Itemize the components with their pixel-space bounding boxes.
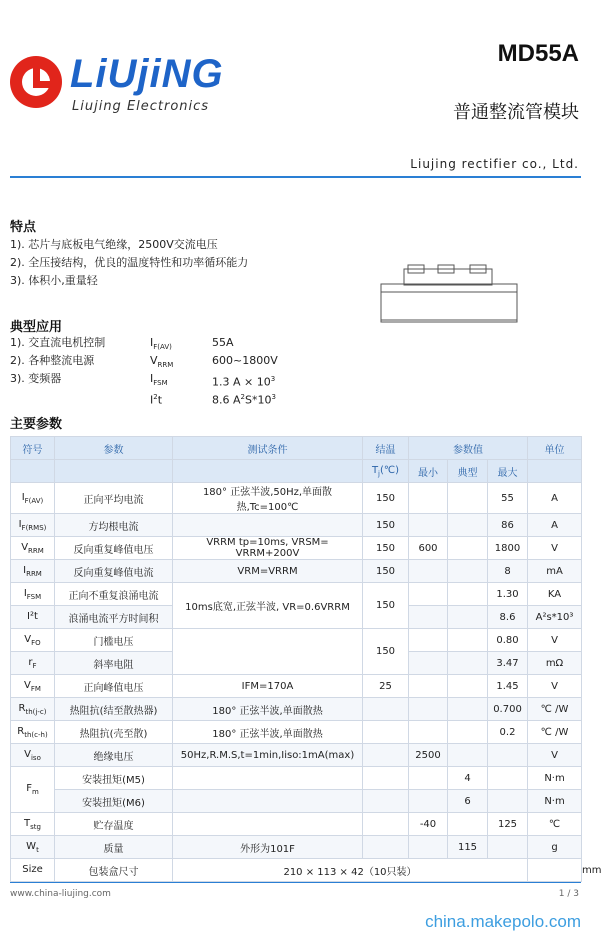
cell-param-name: 绝缘电压 [55, 744, 173, 767]
table-row [11, 767, 582, 790]
cell-tj: 25 [363, 675, 409, 698]
table-row [11, 813, 582, 836]
header-divider [10, 176, 581, 178]
cell-typ [448, 629, 488, 652]
cell-symbol: $V_{FO}$ [11, 629, 55, 652]
cell-min: -40 [409, 813, 448, 836]
cell-param-name: 反向重复峰值电流 [55, 560, 173, 583]
cell-param-name: 方均根电流 [55, 514, 173, 537]
table-row [11, 629, 582, 652]
cell-symbol: $T_{stg}$ [11, 813, 55, 836]
cell-typ [448, 483, 488, 514]
cell-tj [363, 721, 409, 744]
cell-max: 86 [488, 514, 528, 537]
company-name: Liujing rectifier co., Ltd. [410, 157, 579, 171]
cell-min [409, 606, 448, 629]
cell-tj [363, 767, 409, 790]
cell-typ [448, 744, 488, 767]
cell-param-name: 正向不重复浪涌电流 [55, 583, 173, 606]
cell-condition: 180° 正弦半波,单面散热 [173, 698, 363, 721]
col-header-values: 参数值 [409, 437, 528, 460]
cell-tj [363, 698, 409, 721]
cell-symbol: $R_{th(j-c)}$ [11, 698, 55, 721]
features-title: 特点 [10, 220, 37, 235]
feature-item: 2). 全压接结构，优良的温度特性和功率循环能力 [10, 256, 249, 269]
table-row [11, 483, 582, 514]
application-row [10, 352, 310, 370]
cell-param-name: 门槛电压 [55, 629, 173, 652]
table-row [11, 744, 582, 767]
cell-unit: V [528, 675, 582, 698]
footer-website[interactable]: www.china-liujing.com [10, 889, 111, 899]
cell-unit: KA [528, 583, 582, 606]
cell-symbol: $I_{FSM}$ [11, 583, 55, 606]
cell-typ: 4 [448, 767, 488, 790]
col-header-min: 最小 [409, 460, 448, 483]
rating-value: 1.3 $A \times 10^3$ [212, 375, 276, 389]
applications-title: 典型应用 [10, 320, 63, 335]
cell-symbol: $F_m$ [11, 767, 55, 813]
cell-param-name: 反向重复峰值电压 [55, 537, 173, 560]
table-row [11, 836, 582, 859]
cell-symbol: I²t [11, 606, 55, 629]
brand-logo-text: LiUjiNG [70, 52, 224, 96]
cell-condition [173, 813, 363, 836]
cell-unit: ℃ /W [528, 698, 582, 721]
cell-typ [448, 698, 488, 721]
cell-condition: IFM=170A [173, 675, 363, 698]
cell-symbol: $V_{RRM}$ [11, 537, 55, 560]
cell-param-name: 安装扭矩(M6) [55, 790, 173, 813]
rating-symbol: $I^2t$ [150, 393, 163, 407]
application-item: 2). 各种整流电源 [10, 354, 95, 367]
cell-tj: 150 [363, 537, 409, 560]
cell-unit: mΩ [528, 652, 582, 675]
cell-tj: 150 [363, 483, 409, 514]
parameters-table [10, 436, 602, 882]
cell-tj [363, 790, 409, 813]
cell-unit: g [528, 836, 582, 859]
cell-param-name: 浪涌电流平方时间积 [55, 606, 173, 629]
table-header-row [11, 437, 582, 460]
applications-list [10, 334, 310, 406]
cell-symbol: $I_{RRM}$ [11, 560, 55, 583]
cell-max: 3.47 [488, 652, 528, 675]
cell-condition: 10ms底宽,正弦半波, VR=0.6VRRM [173, 583, 363, 629]
cell-condition: 180° 正弦半波,50Hz,单面散热,Tc=100℃ [173, 483, 363, 514]
cell-typ [448, 583, 488, 606]
cell-max: 1800 [488, 537, 528, 560]
page-number: 1 / 3 [558, 889, 579, 899]
application-row [10, 334, 310, 352]
table-row [11, 790, 582, 813]
cell-max [488, 744, 528, 767]
col-header-tj: $T_j(℃)$ [363, 460, 409, 483]
cell-unit: N·m [528, 767, 582, 790]
cell-min [409, 629, 448, 652]
cell-min [409, 721, 448, 744]
cell-param-name: 热阻抗(结至散热器) [55, 698, 173, 721]
table-row [11, 560, 582, 583]
cell-min [409, 514, 448, 537]
cell-typ: 6 [448, 790, 488, 813]
cell-unit: V [528, 629, 582, 652]
cell-symbol: $V_{iso}$ [11, 744, 55, 767]
cell-max: 8 [488, 560, 528, 583]
cell-max: 0.2 [488, 721, 528, 744]
cell-tj [363, 813, 409, 836]
cell-typ [448, 514, 488, 537]
cell-min [409, 836, 448, 859]
cell-unit: A [528, 514, 582, 537]
logo-mark-bar-2 [33, 81, 53, 88]
table-row [11, 514, 582, 537]
cell-max [528, 859, 582, 882]
cell-max: 55 [488, 483, 528, 514]
cell-param-name: 贮存温度 [55, 813, 173, 836]
cell-max: 1.45 [488, 675, 528, 698]
cell-min [409, 698, 448, 721]
cell-unit: A²s*10³ [528, 606, 582, 629]
cell-condition: 外形为101F [173, 836, 363, 859]
table-row [11, 537, 582, 560]
cell-typ [448, 606, 488, 629]
cell-min [409, 675, 448, 698]
cell-condition: 180° 正弦半波,单面散热 [173, 721, 363, 744]
params-title: 主要参数 [10, 417, 63, 432]
col-header-symbol: 符号 [11, 437, 55, 460]
table-row: Size 包装盒尺寸 210 × 113 × 42（10只装） mm [11, 859, 582, 882]
col-header-junction: 结温 [363, 437, 409, 460]
cell-unit: N·m [528, 790, 582, 813]
col-header-condition: 测试条件 [173, 437, 363, 460]
cell-min [409, 790, 448, 813]
cell-condition: VRRM tp=10ms, VRSM= VRRM+200V [173, 537, 363, 560]
module-outline-drawing [380, 264, 520, 326]
cell-typ [448, 675, 488, 698]
cell-unit: V [528, 537, 582, 560]
cell-tj: 150 [363, 514, 409, 537]
rating-value: 8.6 $A^2S*10^3$ [212, 393, 276, 407]
cell-symbol: $R_{th(c-h)}$ [11, 721, 55, 744]
cell-max: 125 [488, 813, 528, 836]
watermark-text: china.makepolo.com [425, 912, 581, 931]
cell-param-name: 包装盒尺寸 [55, 859, 173, 882]
cell-unit: A [528, 483, 582, 514]
rating-symbol: $V_{RRM}$ [150, 354, 174, 370]
cell-typ [448, 537, 488, 560]
cell-symbol: $r_F$ [11, 652, 55, 675]
cell-tj [363, 744, 409, 767]
cell-symbol: $V_{FM}$ [11, 675, 55, 698]
cell-tj: 150 [363, 629, 409, 675]
cell-min [409, 483, 448, 514]
cell-tj: 150 [363, 583, 409, 629]
cell-typ [448, 813, 488, 836]
cell-symbol: $W_t$ [11, 836, 55, 859]
application-row [10, 370, 310, 388]
table-row [11, 583, 582, 606]
col-header-max: 最大 [488, 460, 528, 483]
cell-unit: V [528, 744, 582, 767]
cell-param-name: 质量 [55, 836, 173, 859]
table-row [11, 675, 582, 698]
cell-min [409, 560, 448, 583]
cell-min: 2500 [409, 744, 448, 767]
cell-condition [173, 629, 363, 675]
feature-item: 3). 体积小,重量轻 [10, 274, 98, 287]
cell-condition: 50Hz,R.M.S,t=1min,Iiso:1mA(max) [173, 744, 363, 767]
cell-condition: VRM=VRRM [173, 560, 363, 583]
cell-max [488, 790, 528, 813]
table-row [11, 698, 582, 721]
model-number: MD55A [497, 40, 579, 67]
cell-param-name: 安装扭矩(M5) [55, 767, 173, 790]
footer-divider [10, 882, 581, 883]
features-list [10, 236, 248, 290]
cell-tj [363, 836, 409, 859]
cell-typ [448, 652, 488, 675]
cell-symbol: Size [11, 859, 55, 882]
cell-tj: 150 [363, 560, 409, 583]
product-title: 普通整流管模块 [453, 102, 579, 123]
cell-min [409, 652, 448, 675]
cell-condition [173, 767, 363, 790]
cell-unit: mA [528, 560, 582, 583]
table-subheader-row [11, 460, 582, 483]
rating-value: 600~1800V [212, 354, 278, 367]
cell-min: 600 [409, 537, 448, 560]
cell-max: 1.30 [488, 583, 528, 606]
col-header-typ: 典型 [448, 460, 488, 483]
brand-subtitle: Liujing Electronics [72, 99, 210, 114]
cell-symbol: $I_{F(AV)}$ [11, 483, 55, 514]
col-header-param: 参数 [55, 437, 173, 460]
rating-value: 55A [212, 336, 234, 349]
cell-param-name: 热阻抗(壳至散) [55, 721, 173, 744]
cell-min [409, 583, 448, 606]
cell-condition [173, 514, 363, 537]
cell-max [488, 836, 528, 859]
cell-condition [173, 790, 363, 813]
cell-param-name: 正向平均电流 [55, 483, 173, 514]
application-item: 3). 变频器 [10, 372, 62, 385]
cell-min [409, 767, 448, 790]
cell-unit: ℃ /W [528, 721, 582, 744]
cell-symbol: $I_{F(RMS)}$ [11, 514, 55, 537]
cell-max: 0.80 [488, 629, 528, 652]
application-row [10, 388, 310, 406]
cell-condition: 210 × 113 × 42（10只装） [173, 859, 528, 882]
rating-symbol: $I_{F(AV)}$ [150, 336, 172, 352]
cell-typ [448, 721, 488, 744]
col-header-unit: 单位 [528, 437, 582, 460]
cell-param-name: 斜率电阻 [55, 652, 173, 675]
cell-param-name: 正向峰值电压 [55, 675, 173, 698]
cell-unit: ℃ [528, 813, 582, 836]
cell-max: 8.6 [488, 606, 528, 629]
cell-typ [448, 560, 488, 583]
application-item: 1). 交直流电机控制 [10, 336, 106, 349]
cell-max: 0.700 [488, 698, 528, 721]
rating-symbol: $I_{FSM}$ [150, 372, 168, 388]
table-row [11, 721, 582, 744]
cell-max [488, 767, 528, 790]
cell-typ: 115 [448, 836, 488, 859]
feature-item: 1). 芯片与底板电气绝缘，2500V交流电压 [10, 238, 218, 251]
